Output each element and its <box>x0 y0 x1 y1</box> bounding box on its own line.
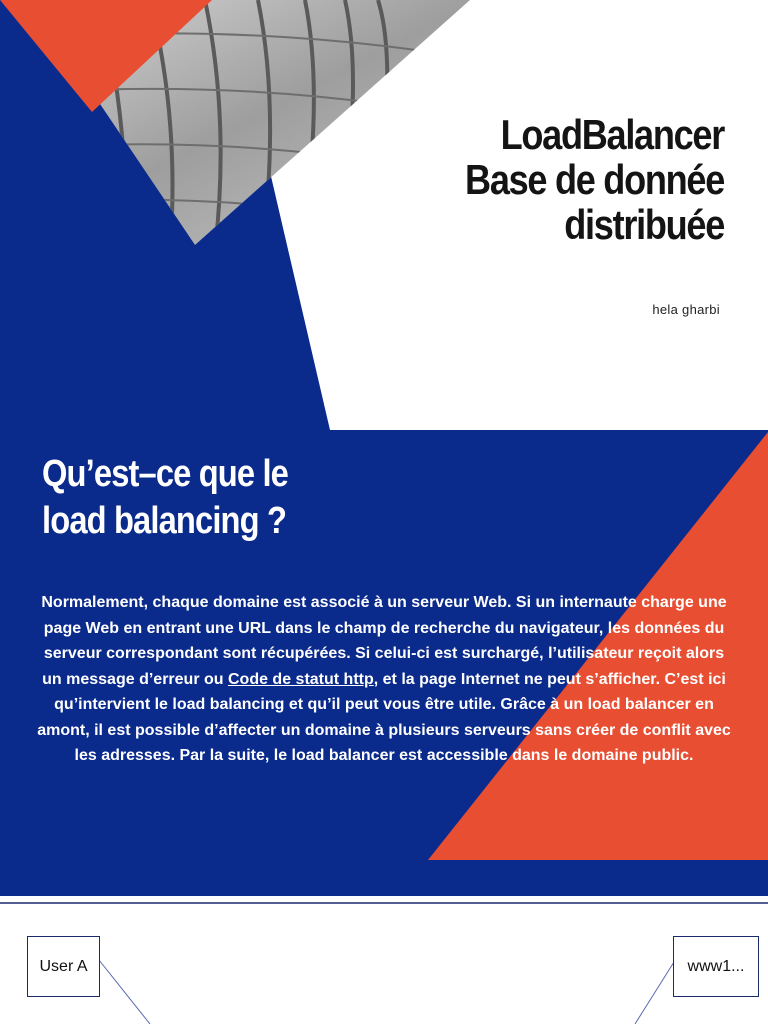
connector-right <box>635 962 674 1024</box>
diagram-node-user-a <box>27 936 100 997</box>
author-name: hela gharbi <box>652 302 720 317</box>
heading-line-2: load balancing ? <box>42 500 287 542</box>
section-body <box>36 590 732 769</box>
section-heading <box>42 451 403 545</box>
diagram-node-www1 <box>673 936 759 997</box>
title-line-2: Base de donnée <box>465 156 724 203</box>
title-line-1: LoadBalancer <box>500 111 724 158</box>
body-text-part-1: Normalement, chaque domaine est associé à un serveur Web. Si un internaute charge une page Web en entrant une URL dans le champ de recherche du navigateur, les données du serveur correspondant sont récupérées. Si celui-ci est surchargé, l’utilisateur reçoit alors un message d’erreur ou <box>41 594 727 688</box>
body-text-part-2: , et la page Internet ne peut s’afficher. C’est ici qu’intervient le load balancing et qu’il peut vous être utile. Grâce à un load balancer en amont, il est possible d’affecter un domaine à plusieurs serveurs sans créer de conflit avec les adresses. Par la suite, le load balancer est accessible dans le domaine public. <box>37 670 731 764</box>
connector-left <box>99 960 150 1024</box>
heading-line-1: Qu’est–ce que le <box>42 453 288 495</box>
document-title <box>363 112 724 247</box>
title-line-3: distribuée <box>564 201 724 248</box>
node-label-user-a: User A <box>39 957 88 975</box>
status-code-link[interactable]: Code de statut http <box>227 670 374 688</box>
node-label-www1: www1... <box>687 957 745 975</box>
